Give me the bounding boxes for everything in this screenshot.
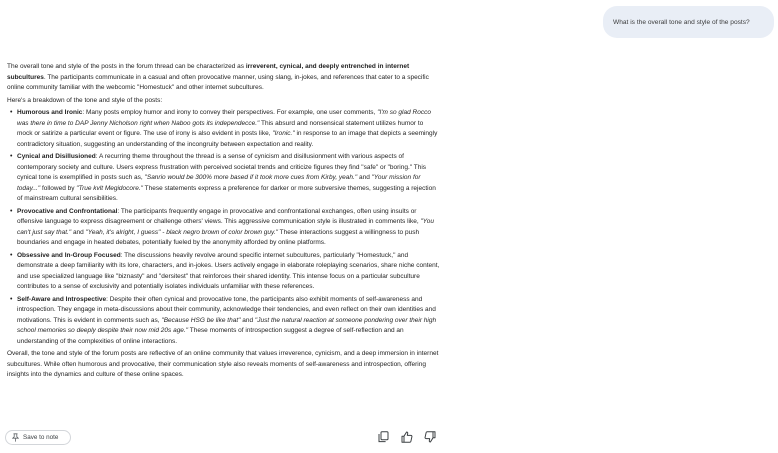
list-item-quote: "Ironic."	[272, 130, 295, 137]
list-item-text: These statements express a preference for darker or more subversive themes, suggesting a rejection of mainstream cultural sensibilities.	[17, 184, 436, 202]
list-item-quote: "Your mission for today..."	[17, 174, 421, 192]
copy-icon	[378, 431, 389, 443]
list-item-quote: "Just the natural reaction at someone pondering over their high school memories so deeply despite their now mid 20s age."	[17, 316, 437, 334]
intro-emphasis: irreverent, cynical, and deeply entrenched in internet subcultures	[7, 63, 410, 81]
copy-button[interactable]	[376, 430, 391, 444]
list-item-quote: "True kvlt Megidocore."	[76, 184, 143, 192]
list-item	[17, 251, 440, 293]
list-item-text: : The participants frequently engage in provocative and confrontational exchanges, often using insults or offensive language to express disagreement or challenge others' views. This aggressive communication style is illustrated in comments like,	[17, 207, 421, 225]
list-item	[17, 207, 440, 249]
save-to-note-label: Save to note	[23, 434, 59, 441]
list-item-quote: "You can't just say that."	[17, 218, 434, 236]
response-lead: Here's a breakdown of the tone and style of the posts:	[7, 96, 163, 104]
list-item	[17, 152, 440, 205]
list-item-text: : Despite their often cynical and provocative tone, the participants also exhibit moments of self-awareness and introspection. They engage in meta-discussions about their community, acknowledge their tendencies, and even reflect on their own identities and motivations. This is evident in comments such as,	[17, 295, 436, 324]
thumbs-up-button[interactable]	[399, 430, 414, 444]
breakdown-list	[7, 108, 440, 347]
pin-icon	[12, 433, 19, 442]
list-item-quote: "Yeah, it's alright, I guess" - black negro brown of color brown guy."	[85, 228, 278, 236]
response-conclusion: Overall, the tone and style of the forum posts are reflective of an online community that values irreverence, cynicism, and a deep immersion in internet subcultures. While often humorous and provocative, their communication style also reveals moments of self-awareness and introspection, offering insights into the dynamics and culture of these online spaces.	[7, 350, 439, 378]
list-item-text: and	[240, 316, 255, 324]
list-item-text: : Many posts employ humor and irony to convey their perspectives. For example, one user comments,	[82, 109, 378, 116]
thumbs-up-icon	[401, 431, 413, 443]
response-intro	[7, 62, 440, 94]
list-item-text: : A recurring theme throughout the thread is a sense of cynicism and disillusionment with various aspects of contemporary society and culture. Users express frustration with perceived societal trends and criticize figures they find "safe" or "boring." This cynical tone is exemplified in posts such as,	[17, 153, 427, 181]
list-item-text: and	[71, 228, 86, 236]
save-to-note-button[interactable]	[5, 430, 71, 445]
list-item	[17, 295, 440, 348]
user-message-bubble	[603, 6, 774, 38]
list-item-title: Cynical and Disillusioned	[17, 153, 96, 160]
list-item-quote: "Because HSG be like that"	[161, 316, 241, 324]
list-item-text: This absurd and nonsensical statement utilizes humor to mock or satirize a particular event or figure. The use of irony is also evident in posts like,	[17, 119, 424, 137]
intro-text: The overall tone and style of the posts in the forum thread can be characterized as	[7, 63, 246, 70]
intro-text-cont: . The participants communicate in a casual and often provocative manner, using slang, in-jokes, and references that cater to a specific online community familiar with the webcomic "Homestuck" and other internet subcultures.	[7, 73, 429, 91]
thumbs-down-button[interactable]	[422, 430, 437, 444]
list-item-quote: "Sanrio would be 300% more based if it took more cues from Kirby, yeah."	[144, 174, 358, 181]
thumbs-down-icon	[424, 431, 436, 443]
list-item-title: Self-Aware and Introspective	[17, 295, 107, 303]
assistant-response	[7, 62, 440, 381]
list-item-title: Provocative and Confrontational	[17, 207, 118, 215]
list-item-text: : The discussions heavily revolve around specific internet subcultures, particularly "Homestuck," and demonstrate a deep familiarity with its lore, characters, and in-jokes. Users actively engage in elaborate roleplaying scenarios, share niche content, and use specialized language like "biznasty" and "dersitest" that reinforces their shared identity. This intense focus on a particular subculture contributes to a sense of exclusivity and potentially isolates individuals unfamiliar with these references.	[17, 251, 440, 290]
list-item-text: These interactions suggest a willingness to push boundaries and engage in heated debates, potentially fueled by the anonymity afforded by online platforms.	[17, 228, 420, 246]
list-item	[17, 108, 440, 150]
list-item-text: These moments of introspection suggest a degree of self-reflection and an understanding of the complexities of online interactions.	[17, 327, 404, 345]
list-item-title: Humorous and Ironic	[17, 109, 83, 116]
list-item-text: followed by	[40, 184, 77, 192]
list-item-quote: "I'm so glad Rocco was there in time to DAP Jenny Nicholson right when Naboo gots its independecce."	[17, 109, 431, 127]
list-item-title: Obsessive and In-Group Focused	[17, 251, 121, 259]
list-item-text: and	[357, 174, 372, 181]
user-message-text: What is the overall tone and style of the posts?	[613, 18, 750, 26]
response-actions	[376, 430, 437, 444]
list-item-text: in response to an image that depicts a seemingly contradictory situation, suggesting an understanding of the incongruity between expectation and reality.	[17, 130, 438, 148]
